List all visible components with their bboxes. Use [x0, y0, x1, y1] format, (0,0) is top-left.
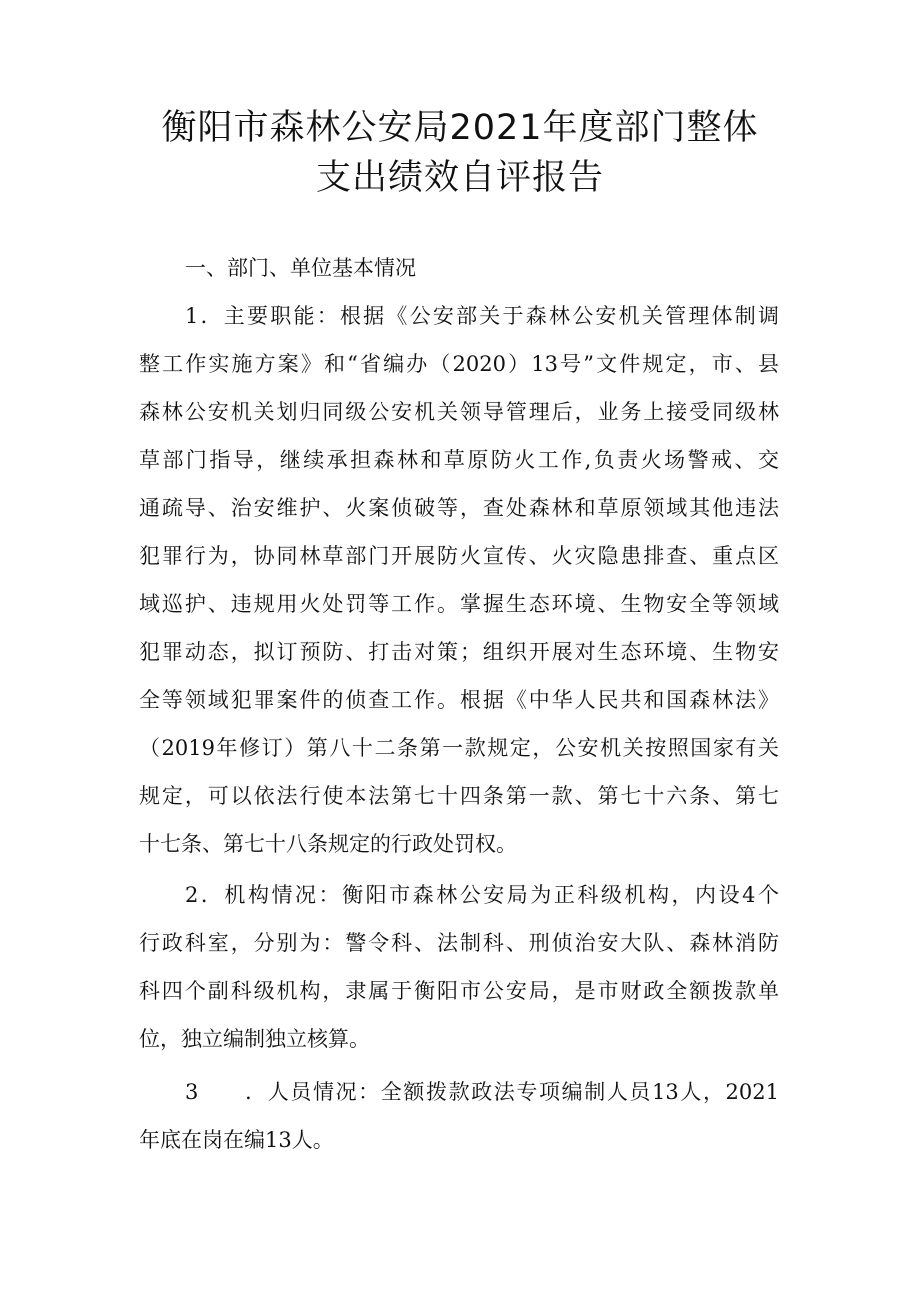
document-title-line-2: 支出绩效自评报告: [315, 158, 604, 198]
paragraph-1-line: 域巡护、违规用火处罚等工作。掌握生态环境、生物安全等领域: [139, 592, 779, 616]
paragraph-2-line: 2．机构情况：衡阳市森林公安局为正科级机构，内设4个: [185, 883, 779, 907]
paragraph-1-line: 1．主要职能：根据《公安部关于森林公安机关管理体制调: [185, 304, 779, 328]
paragraph-2-line: 行政科室，分别为：警令科、法制科、刑侦治安大队、森林消防: [139, 931, 779, 955]
paragraph-1-line: 全等领域犯罪案件的侦查工作。根据《中华人民共和国森林法》: [139, 688, 779, 712]
paragraph-1-line: 犯罪行为，协同林草部门开展防火宣传、火灾隐患排查、重点区: [139, 544, 779, 568]
paragraph-1-line: 通疏导、治安维护、火案侦破等，查处森林和草原领域其他违法: [139, 496, 779, 520]
paragraph-2-line: 位，独立编制独立核算。: [139, 1027, 370, 1051]
paragraph-1-line: 规定，可以依法行使本法第七十四条第一款、第七十六条、第七: [139, 784, 779, 808]
paragraph-1-line: （2019年修订）第八十二条第一款规定，公安机关按照国家有关: [139, 736, 779, 760]
paragraph-1-line: 犯罪动态，拟订预防、打击对策；组织开展对生态环境、生物安: [139, 640, 779, 664]
paragraph-1-line: 草部门指导，继续承担森林和草原防火工作,负责火场警戒、交: [139, 448, 779, 472]
paragraph-3-line: 年底在岗在编13人。: [139, 1128, 334, 1152]
paragraph-2-line: 科四个副科级机构，隶属于衡阳市公安局，是市财政全额拨款单: [139, 979, 779, 1003]
section-heading: 一、部门、单位基本情况: [185, 256, 416, 280]
paragraph-1-line: 森林公安机关划归同级公安机关领导管理后，业务上接受同级林: [139, 400, 779, 424]
paragraph-3-line: 3 ．人员情况：全额拨款政法专项编制人员13人，2021: [185, 1080, 779, 1104]
paragraph-1-line: 十七条、第七十八条规定的行政处罚权。: [139, 832, 517, 856]
paragraph-1-line: 整工作实施方案》和“省编办（2020）13号”文件规定，市、县: [139, 352, 779, 376]
document-title-line-1: 衡阳市森林公安局2021年度部门整体: [161, 108, 759, 148]
